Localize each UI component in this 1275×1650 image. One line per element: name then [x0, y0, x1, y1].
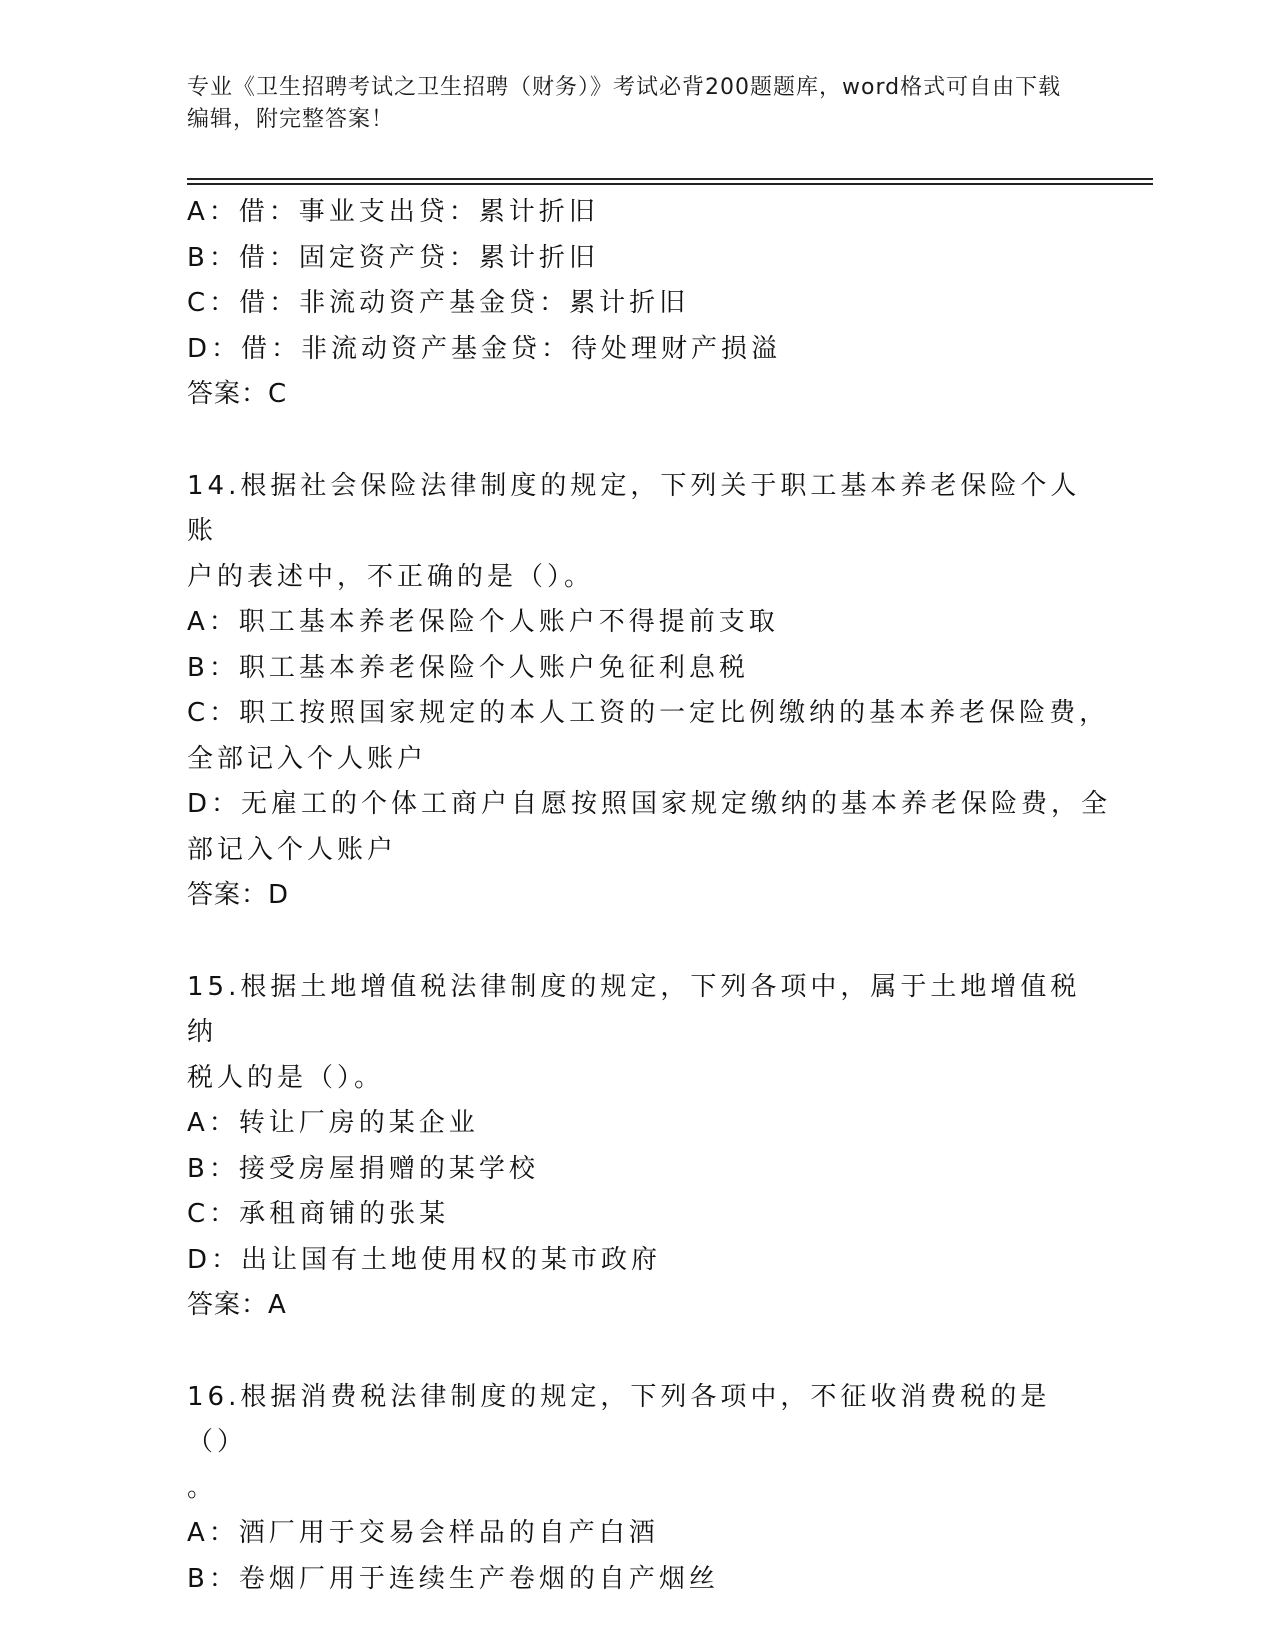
q14-option-d-line2: 部记入个人账户 — [187, 834, 398, 865]
document-header — [187, 72, 1067, 136]
q15-option-b: B：接受房屋捐赠的某学校 — [187, 1153, 539, 1184]
q15-stem-line2: 税人的是（）。 — [187, 1062, 385, 1093]
q15-stem-line1: 15.根据土地增值税法律制度的规定，下列各项中，属于土地增值税纳 — [187, 971, 1081, 1047]
question-16 — [187, 1375, 1087, 1603]
question-15 — [187, 965, 1087, 1329]
q14-option-d-line1: D：无雇工的个体工商户自愿按照国家规定缴纳的基本养老保险费，全 — [187, 789, 1112, 819]
q14-answer: 答案：D — [187, 880, 290, 910]
header-divider-bottom — [187, 183, 1153, 185]
q13-option-a: A：借：事业支出贷：累计折旧 — [187, 197, 599, 227]
q15-option-d: D：出让国有土地使用权的某市政府 — [187, 1244, 662, 1275]
q14-option-c-line2: 全部记入个人账户 — [187, 743, 428, 774]
q14-stem-line2: 户的表述中，不正确的是（）。 — [187, 561, 595, 592]
q14-option-b: B：职工基本养老保险个人账户免征利息税 — [187, 652, 749, 683]
q13-option-d: D：借：非流动资产基金贷：待处理财产损溢 — [187, 333, 782, 364]
header-divider-top — [187, 178, 1153, 180]
q14-option-a: A：职工基本养老保险个人账户不得提前支取 — [187, 607, 779, 637]
q16-option-b: B：卷烟厂用于连续生产卷烟的自产烟丝 — [187, 1563, 719, 1594]
q13-answer: 答案：C — [187, 379, 288, 409]
q14-option-c-line1: C：职工按照国家规定的本人工资的一定比例缴纳的基本养老保险费， — [187, 698, 1110, 728]
question-14 — [187, 464, 1112, 919]
q16-option-a: A：酒厂用于交易会样品的自产白酒 — [187, 1518, 659, 1548]
q13-option-b: B：借：固定资产贷：累计折旧 — [187, 242, 599, 273]
q15-option-a: A：转让厂房的某企业 — [187, 1108, 479, 1138]
q15-option-c: C：承租商铺的张某 — [187, 1199, 450, 1229]
q16-stem-line1: 16.根据消费税法律制度的规定，下列各项中，不征收消费税的是（） — [187, 1381, 1051, 1457]
question-list — [187, 190, 1112, 1602]
header-text: 专业《卫生招聘考试之卫生招聘（财务）》考试必背200题题库，word格式可自由下载编辑，附完整答案！ — [187, 75, 1062, 132]
q15-answer: 答案：A — [187, 1290, 287, 1320]
q16-stem-line2: 。 — [187, 1472, 218, 1503]
question-13 — [187, 190, 1087, 418]
q13-option-c: C：借：非流动资产基金贷：累计折旧 — [187, 288, 690, 318]
q14-stem-line1: 14.根据社会保险法律制度的规定，下列关于职工基本养老保险个人账 — [187, 470, 1081, 546]
